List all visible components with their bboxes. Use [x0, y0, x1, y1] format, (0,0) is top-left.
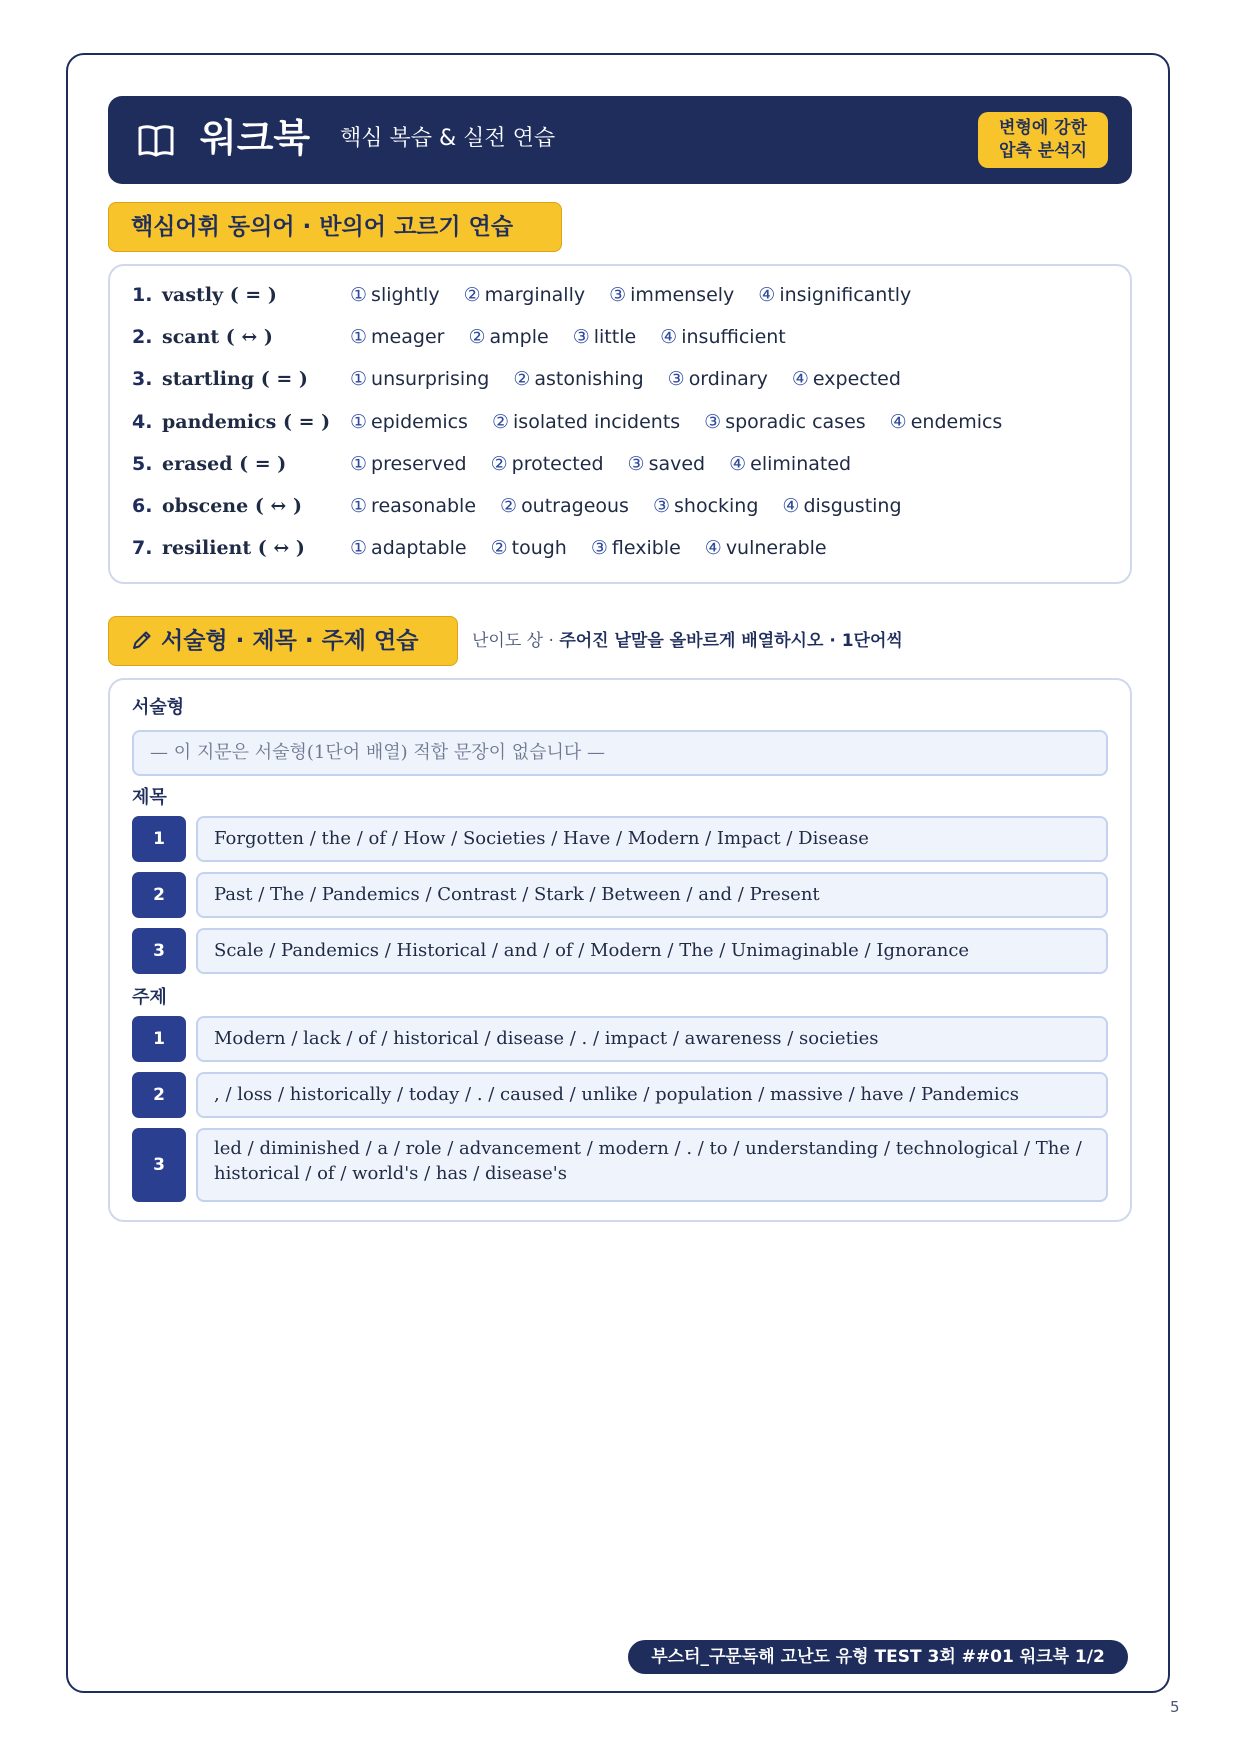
vocab-number: 7.	[132, 537, 153, 559]
option-text: endemics	[910, 411, 1003, 433]
option-mark: ②	[490, 537, 508, 559]
theme-question-row	[132, 1128, 1108, 1202]
vocab-option[interactable]	[350, 322, 444, 352]
word-scramble-box: , / loss / historically / today / . / caused / unlike / population / massive / have / Pandemics	[196, 1072, 1108, 1118]
vocab-option[interactable]	[653, 491, 758, 521]
vocab-option[interactable]	[513, 364, 643, 394]
pencil-icon	[131, 629, 153, 651]
option-text: disgusting	[803, 495, 902, 517]
title-question-row	[132, 928, 1108, 974]
question-number: 3	[132, 1128, 186, 1202]
essay-label: 서술형	[132, 697, 185, 718]
option-mark: ④	[889, 411, 907, 433]
word-scramble-box: Forgotten / the / of / How / Societies / Have / Modern / Impact / Disease	[196, 816, 1108, 862]
title-label: 제목	[132, 787, 167, 808]
theme-question-row	[132, 1016, 1108, 1062]
footer-label: 부스터_구문독해 고난도 유형 TEST 3회 ##01 워크북 1/2	[628, 1640, 1128, 1674]
vocab-number: 4.	[132, 411, 153, 433]
vocab-item	[132, 491, 1122, 521]
option-text: shocking	[674, 495, 759, 517]
vocab-number: 1.	[132, 284, 153, 306]
vocab-option[interactable]	[500, 491, 629, 521]
vocab-word: vastly ( = )	[162, 284, 277, 306]
vocab-options	[350, 364, 925, 394]
book-icon	[136, 120, 176, 160]
option-mark: ③	[590, 537, 608, 559]
writing-section-label: 서술형 · 제목 · 주제 연습	[161, 628, 419, 654]
vocab-option[interactable]	[491, 449, 604, 479]
vocab-word: obscene ( ↔ )	[162, 495, 302, 517]
header-badge	[978, 112, 1108, 168]
option-mark: ④	[660, 326, 678, 348]
option-text: isolated incidents	[513, 411, 681, 433]
option-text: adaptable	[371, 537, 467, 559]
option-mark: ②	[491, 411, 510, 433]
vocab-option[interactable]	[350, 364, 489, 394]
vocab-option[interactable]	[591, 533, 681, 563]
vocab-option[interactable]	[628, 449, 706, 479]
vocab-option[interactable]	[758, 280, 911, 310]
vocab-option[interactable]	[660, 322, 786, 352]
theme-question-row	[132, 1072, 1108, 1118]
essay-answer-box: — 이 지문은 서술형(1단어 배열) 적합 문장이 없습니다 —	[132, 730, 1108, 776]
vocab-option[interactable]	[573, 322, 636, 352]
option-mark: ④	[758, 284, 776, 306]
option-text: little	[593, 326, 637, 348]
option-text: eliminated	[750, 453, 852, 475]
title-question-row	[132, 872, 1108, 918]
question-number: 1	[132, 1016, 186, 1062]
option-mark: ②	[490, 453, 508, 475]
vocab-option[interactable]	[468, 322, 548, 352]
option-text: sporadic cases	[725, 411, 866, 433]
vocab-card	[108, 264, 1132, 584]
option-mark: ④	[791, 368, 809, 390]
writing-section-title	[108, 616, 458, 666]
vocab-item	[132, 280, 1122, 310]
word-scramble-box: led / diminished / a / role / advancement / modern / . / to / understanding / technological / The / historical / of / world's / has / disease's	[196, 1128, 1108, 1202]
option-text: insufficient	[681, 326, 786, 348]
vocab-option[interactable]	[782, 491, 901, 521]
vocab-number: 3.	[132, 368, 153, 390]
vocab-option[interactable]	[491, 533, 567, 563]
header-bar	[108, 96, 1132, 184]
word-scramble-box: Past / The / Pandemics / Contrast / Stark / Between / and / Present	[196, 872, 1108, 918]
option-text: flexible	[611, 537, 681, 559]
vocab-item	[132, 533, 1122, 563]
vocab-option[interactable]	[350, 491, 476, 521]
writing-instruction	[472, 628, 903, 654]
vocab-options	[350, 407, 1026, 437]
word-scramble-box: Scale / Pandemics / Historical / and / of / Modern / The / Unimaginable / Ignorance	[196, 928, 1108, 974]
option-text: expected	[812, 368, 901, 390]
question-number: 2	[132, 1072, 186, 1118]
option-mark: ③	[704, 411, 722, 433]
difficulty-label: 난이도 상 ·	[472, 631, 560, 651]
vocab-section-title: 핵심어휘 동의어 · 반의어 고르기 연습	[108, 202, 562, 252]
vocab-option[interactable]	[350, 449, 467, 479]
vocab-word: scant ( ↔ )	[162, 326, 273, 348]
option-mark: ①	[350, 411, 368, 433]
vocab-options	[350, 449, 875, 479]
option-text: ample	[489, 326, 549, 348]
option-text: insignificantly	[779, 284, 912, 306]
option-mark: ④	[704, 537, 722, 559]
option-text: saved	[648, 453, 706, 475]
badge-line-2: 압축 분석지	[998, 141, 1088, 161]
vocab-option[interactable]	[492, 407, 680, 437]
vocab-option[interactable]	[705, 533, 827, 563]
option-text: marginally	[484, 284, 586, 306]
option-text: outrageous	[521, 495, 629, 517]
option-text: vulnerable	[725, 537, 827, 559]
vocab-item	[132, 449, 1122, 479]
option-mark: ②	[513, 368, 531, 390]
vocab-number: 2.	[132, 326, 153, 348]
vocab-word: startling ( = )	[162, 368, 308, 390]
option-mark: ①	[350, 326, 368, 348]
vocab-number: 5.	[132, 453, 153, 475]
option-mark: ③	[572, 326, 590, 348]
vocab-option[interactable]	[609, 280, 734, 310]
vocab-option[interactable]	[792, 364, 901, 394]
option-text: epidemics	[371, 411, 468, 433]
option-mark: ③	[627, 453, 645, 475]
option-mark: ③	[667, 368, 685, 390]
option-text: reasonable	[371, 495, 477, 517]
option-mark: ③	[609, 284, 627, 306]
vocab-number: 6.	[132, 495, 153, 517]
option-text: ordinary	[688, 368, 768, 390]
vocab-word: resilient ( ↔ )	[162, 537, 305, 559]
question-number: 2	[132, 872, 186, 918]
page-number: 5	[1170, 1698, 1180, 1716]
vocab-option[interactable]	[729, 449, 851, 479]
vocab-options	[350, 533, 851, 563]
option-text: protected	[511, 453, 604, 475]
vocab-item	[132, 322, 1122, 352]
vocab-word: erased ( = )	[162, 453, 287, 475]
vocab-option[interactable]	[350, 280, 440, 310]
option-mark: ②	[463, 284, 481, 306]
vocab-options	[350, 280, 935, 310]
option-text: slightly	[371, 284, 440, 306]
option-text: astonishing	[534, 368, 644, 390]
option-mark: ②	[500, 495, 518, 517]
vocab-option[interactable]	[668, 364, 768, 394]
instruction-text: 주어진 낱말을 올바르게 배열하시오 · 1단어씩	[559, 631, 903, 651]
vocab-option[interactable]	[350, 533, 467, 563]
page-title: 워크북	[200, 116, 311, 160]
writing-card	[108, 678, 1132, 1222]
vocab-option[interactable]	[464, 280, 586, 310]
question-number: 3	[132, 928, 186, 974]
option-mark: ④	[729, 453, 747, 475]
option-mark: ①	[350, 368, 368, 390]
page-subtitle: 핵심 복습 & 실전 연습	[340, 126, 556, 151]
option-text: tough	[511, 537, 567, 559]
option-text: preserved	[371, 453, 467, 475]
question-number: 1	[132, 816, 186, 862]
option-mark: ①	[350, 453, 368, 475]
badge-line-1: 변형에 강한	[998, 118, 1088, 138]
option-mark: ④	[782, 495, 800, 517]
vocab-word: pandemics ( = )	[162, 411, 331, 433]
option-text: immensely	[630, 284, 735, 306]
option-mark: ②	[468, 326, 486, 348]
vocab-option[interactable]	[890, 407, 1003, 437]
option-text: unsurprising	[371, 368, 490, 390]
title-question-row	[132, 816, 1108, 862]
option-text: meager	[371, 326, 445, 348]
option-mark: ①	[350, 284, 368, 306]
vocab-options	[350, 322, 810, 352]
vocab-item	[132, 407, 1122, 437]
option-mark: ③	[652, 495, 670, 517]
word-scramble-box: Modern / lack / of / historical / disease / . / impact / awareness / societies	[196, 1016, 1108, 1062]
vocab-item	[132, 364, 1122, 394]
vocab-option[interactable]	[350, 407, 468, 437]
option-mark: ①	[350, 537, 368, 559]
theme-label: 주제	[132, 987, 167, 1008]
option-mark: ①	[350, 495, 368, 517]
vocab-option[interactable]	[704, 407, 866, 437]
vocab-options	[350, 491, 926, 521]
